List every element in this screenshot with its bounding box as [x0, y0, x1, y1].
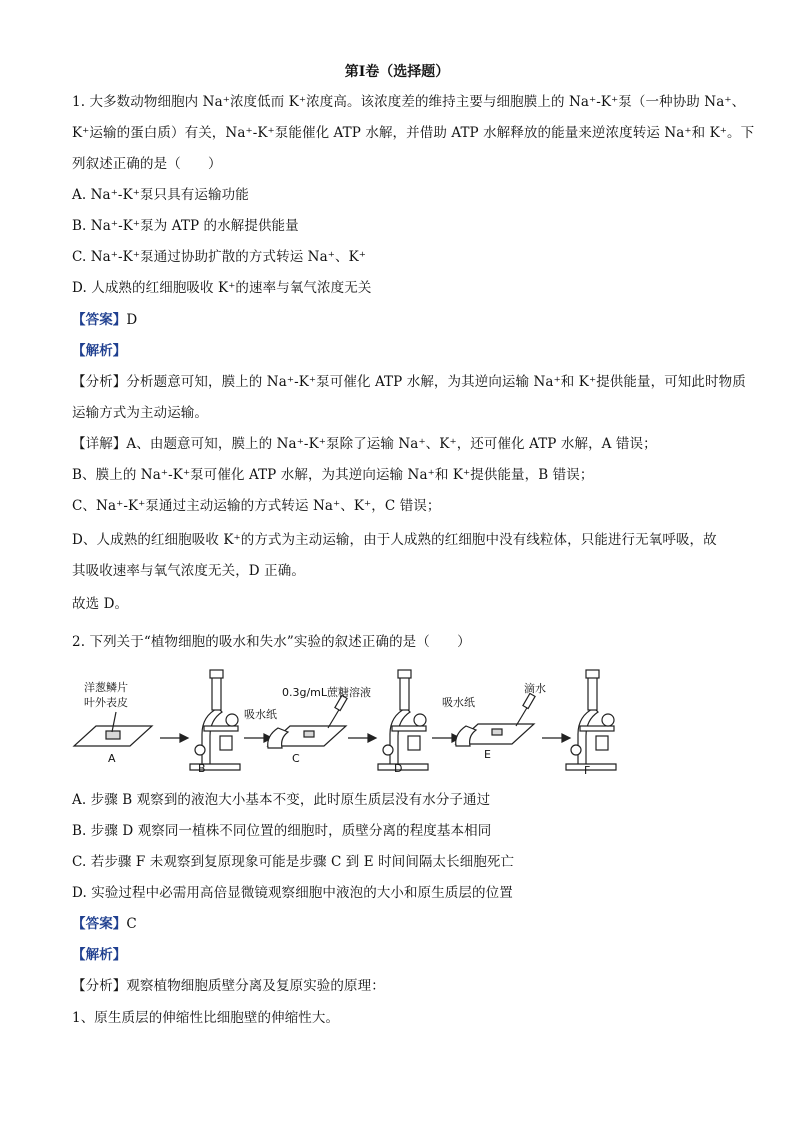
answer-tag: 【答案】	[72, 916, 127, 932]
q1-analysis-line: 【分析】分析题意可知，膜上的 Na⁺-K⁺泵可催化 ATP 水解，为其逆向运输 Na⁺和 K⁺提供能量，可知此时物质	[72, 374, 746, 390]
answer-value: D	[126, 312, 138, 328]
q1-analysis-line: 故选 D。	[72, 596, 129, 612]
q1-analysis-line: 运输方式为主动运输。	[72, 405, 208, 421]
q1-analysis-line: 【详解】A、由题意可知，膜上的 Na⁺-K⁺泵除了运输 Na⁺、K⁺，还可催化 ATP 水解，A 错误；	[72, 436, 657, 452]
q2-analysis-heading	[72, 945, 732, 965]
q2-option-b: B. 步骤 D 观察同一植株不同位置的细胞时，质壁分离的程度基本相同	[72, 823, 492, 839]
arrow-icon	[542, 734, 570, 742]
q2-stem: 2. 下列关于“植物细胞的吸水和失水”实验的叙述正确的是（ ）	[72, 634, 471, 650]
q1-option-c: C. Na⁺-K⁺泵通过协助扩散的方式转运 Na⁺、K⁺	[72, 249, 366, 265]
microscope-icon-f	[566, 670, 616, 770]
q1-stem-line-1: 1. 大多数动物细胞内 Na⁺浓度低而 K⁺浓度高。该浓度差的维持主要与细胞膜上的 Na⁺-K⁺泵（一种协助 Na⁺、	[72, 94, 746, 110]
arrow-icon	[160, 734, 188, 742]
label-blotting-paper-2: 吸水纸	[442, 696, 475, 709]
q2-option-d: D. 实验过程中必需用高倍显微镜观察细胞中液泡的大小和原生质层的位置	[72, 885, 513, 901]
step-label-e: E	[484, 748, 491, 761]
q1-analysis-line: B、膜上的 Na⁺-K⁺泵可催化 ATP 水解，为其逆向运输 Na⁺和 K⁺提供能量，B 错误；	[72, 467, 594, 483]
q2-option-a: A. 步骤 B 观察到的液泡大小基本不变，此时原生质层没有水分子通过	[72, 792, 491, 808]
q2-analysis-line: 【分析】观察植物细胞质壁分离及复原实验的原理：	[72, 978, 385, 994]
step-label-a: A	[108, 752, 116, 765]
answer-value: C	[126, 916, 137, 932]
q1-option-b: B. Na⁺-K⁺泵为 ATP 的水解提供能量	[72, 218, 299, 234]
q1-analysis-line: D、人成熟的红细胞吸收 K⁺的方式为主动运输，由于人成熟的红细胞中没有线粒体，只能进行无氧呼吸，故	[72, 532, 717, 548]
q2-option-c: C. 若步骤 F 未观察到复原现象可能是步骤 C 到 E 时间间隔太长细胞死亡	[72, 854, 515, 870]
step-label-f: F	[584, 764, 591, 777]
q2-analysis-line: 1、原生质层的伸缩性比细胞壁的伸缩性大。	[72, 1010, 340, 1026]
q1-analysis-line: 其吸收速率与氧气浓度无关，D 正确。	[72, 563, 305, 579]
step-a-slide-icon	[74, 712, 152, 746]
q1-stem-line-2: K⁺运输的蛋白质）有关，Na⁺-K⁺泵能催化 ATP 水解，并借助 ATP 水解释放的能量来逆浓度转运 Na⁺和 K⁺。下	[72, 125, 755, 141]
step-c-slide-icon	[268, 695, 347, 748]
q1-answer	[72, 310, 732, 330]
arrow-icon	[348, 734, 376, 742]
q1-option-d: D. 人成熟的红细胞吸收 K⁺的速率与氧气浓度无关	[72, 280, 372, 296]
analysis-tag: 【解析】	[72, 343, 127, 359]
label-onion-2: 叶外表皮	[84, 696, 128, 709]
answer-tag: 【答案】	[72, 312, 127, 328]
q1-analysis-line: C、Na⁺-K⁺泵通过主动运输的方式转运 Na⁺、K⁺，C 错误；	[72, 498, 441, 514]
label-blotting-paper-1: 吸水纸	[244, 708, 277, 721]
label-onion-1: 洋葱鳞片	[84, 681, 128, 694]
q1-stem-line-3: 列叙述正确的是（ ）	[72, 156, 222, 172]
analysis-tag: 【解析】	[72, 947, 127, 963]
q1-option-a: A. Na⁺-K⁺泵只具有运输功能	[72, 187, 249, 203]
step-label-b: B	[198, 762, 206, 775]
step-label-d: D	[394, 762, 403, 775]
section-title: 第Ⅰ卷（选择题）	[344, 64, 450, 80]
experiment-diagram	[72, 656, 732, 780]
q1-analysis-heading	[72, 341, 732, 361]
microscope-icon-d	[378, 670, 428, 770]
label-drip-water: 滴水	[524, 682, 546, 695]
label-sucrose: 0.3g/mL蔗糖溶液	[282, 686, 372, 699]
q2-answer	[72, 914, 732, 934]
step-label-c: C	[292, 752, 300, 765]
microscope-icon-b	[190, 670, 240, 770]
